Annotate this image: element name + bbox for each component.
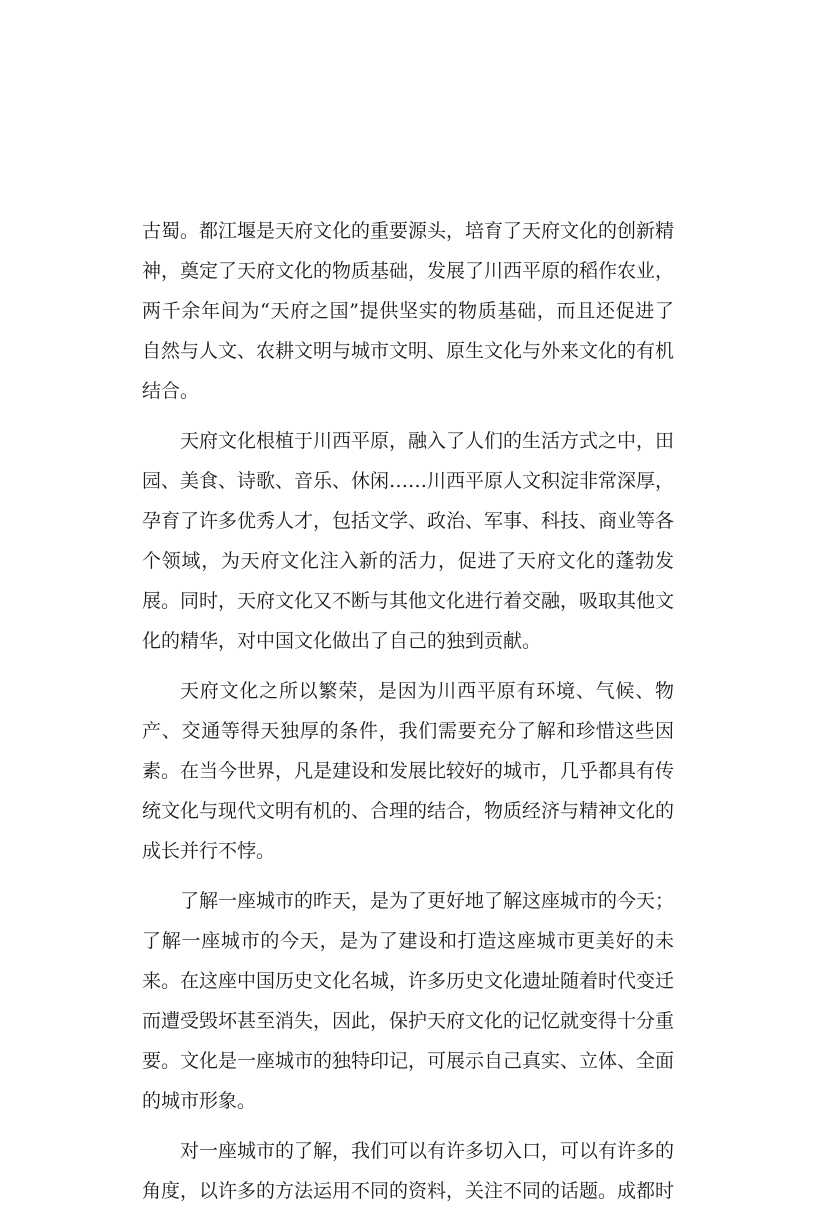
paragraph-4: 了解一座城市的昨天，是为了更好地了解这座城市的今天；了解一座城市的今天，是为了建设和打造这座城市更美好的未来。在这座中国历史文化名城，许多历史文化遗址随着时代变迁而遭受毁坏甚至消失，因此，保护天府文化的记忆就变得十分重要。文化是一座城市的独特印记，可展示自己真实、立体、全面的城市形象。 — [142, 890, 675, 1112]
paragraph-2: 天府文化根植于川西平原，融入了人们的生活方式之中，田园、美食、诗歌、音乐、休闲……川西平原人文积淀非常深厚，孕育了许多优秀人才，包括文学、政治、军事、科技、商业等各个领域，为天府文化注入新的活力，促进了天府文化的蓬勃发展。同时，天府文化又不断与其他文化进行着交融，吸取其他文化的精华，对中国文化做出了自己的独到贡献。 — [142, 430, 675, 652]
paragraph-1: 古蜀。都江堰是天府文化的重要源头，培育了天府文化的创新精神，奠定了天府文化的物质基础，发展了川西平原的稻作农业，两千余年间为“天府之国”提供坚实的物质基础，而且还促进了自然与人文、农耕文明与城市文明、原生文化与外来文化的有机结合。 — [142, 220, 675, 402]
paragraph-5: 对一座城市的了解，我们可以有许多切入口，可以有许多的角度，以许多的方法运用不同的资料，关注不同的话题。成都时 — [142, 1140, 675, 1202]
body-text — [142, 211, 674, 1221]
paragraph-3: 天府文化之所以繁荣，是因为川西平原有环境、气候、物产、交通等得天独厚的条件，我们需要充分了解和珍惜这些因素。在当今世界，凡是建设和发展比较好的城市，几乎都具有传统文化与现代文明有机的、合理的结合，物质经济与精神文化的成长并行不悖。 — [142, 680, 675, 862]
